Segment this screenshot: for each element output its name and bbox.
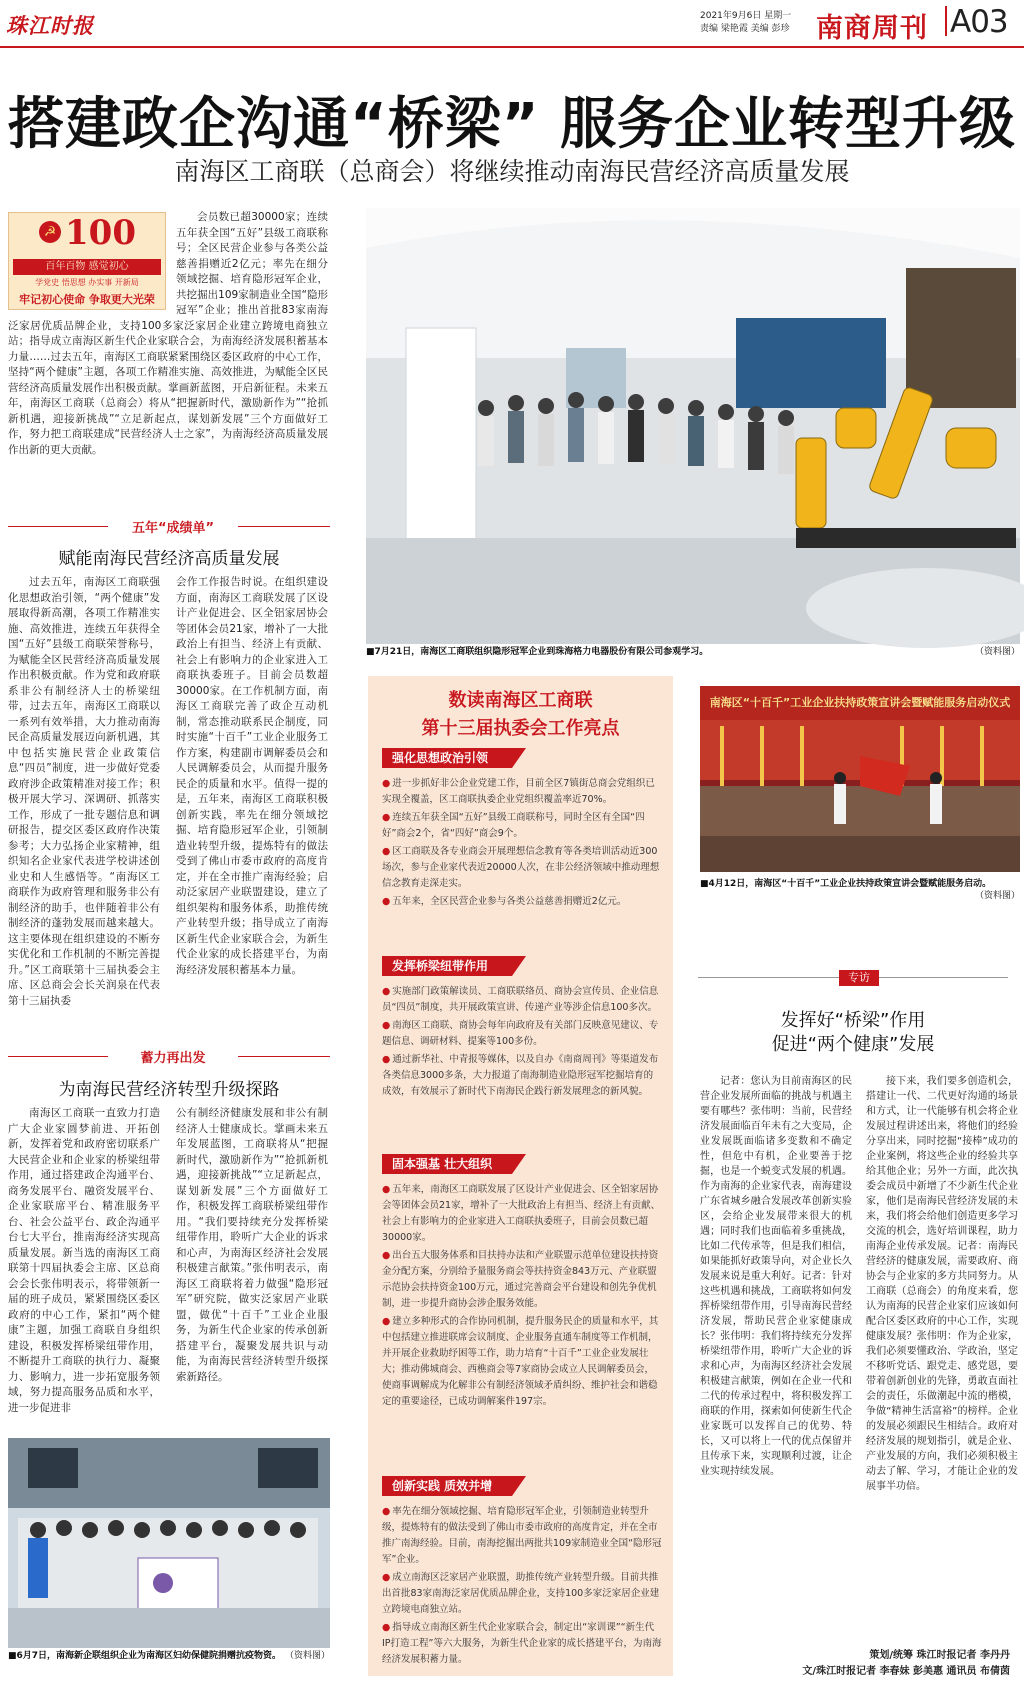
photo1-caption-text: ■7月21日，南海区工商联组织隐形冠军企业到珠海格力电器股份有限公司参观学习。 bbox=[366, 647, 709, 657]
section2-kicker: 蓄力再出发 bbox=[140, 1051, 206, 1066]
photo1-source: （资料图） bbox=[974, 647, 1020, 657]
panel-group-4 bbox=[382, 1504, 662, 1670]
photo-donation-art bbox=[8, 1438, 330, 1648]
section2-text-b: 公有制经济健康发展和非公有制经济人士健康成长。掌画未来五年发展蓝图，工商联将从“把握新时代，激励新作为”“抢抓新机遇，迎接新挑战”“立足新起点，谋划新发展”三个方面做好工作，积极发挥工商联桥梁纽带作用。“我们要持续充分发挥桥梁纽带作用，聆听广大企业的诉求和心声，为南海区经济社会发展积极建言献策。”张伟明表示，南海区工商联将着力做强“隐形冠军”研究院，做实泛家居产业联盟，做优“十百千”工业企业服务，为新生代企业家的传承创新搭建平台，凝聚发展共识与动能，为南海民营经济转型升级探索新路径。 bbox=[176, 1107, 328, 1383]
section2-rule-left bbox=[8, 1056, 108, 1057]
photo-exhibition-visit-art bbox=[366, 208, 1020, 644]
masthead-rule bbox=[0, 46, 1024, 48]
list-item: ● 指导成立南海区新生代企业家联合会，制定出“家训课”“新生代IP打造工程”等六大服务，为新生代企业家的成长搭建平台，为南海经济发展积蓄力量。 bbox=[382, 1620, 662, 1668]
panel-tag-3: 固本强基 壮大组织 bbox=[382, 1154, 512, 1174]
panel-group-1 bbox=[382, 776, 662, 912]
photo2-source: （资料图） bbox=[284, 1651, 330, 1661]
photo-exhibition-visit bbox=[366, 208, 1020, 644]
section1-kicker: 五年“成绩单” bbox=[131, 521, 215, 536]
page-number: A03 bbox=[950, 4, 1008, 40]
photo-launch-ceremony-art bbox=[700, 686, 1020, 872]
date-line: 2021年9月6日 星期一 bbox=[700, 11, 792, 21]
list-item: ● 成立南海区泛家居产业联盟，助推传统产业转型升级。目前共推出首批83家南海泛家居优质品牌企业，支持100多家泛家居企业建立跨境电商独立站。 bbox=[382, 1570, 662, 1618]
credit-line-2: 文/珠江时报记者 李春妹 彭美惠 通讯员 布倩茵 bbox=[802, 1666, 1010, 1677]
section1-text-a: 过去五年，南海区工商联强化思想政治引领，“两个健康”发展取得新高潮，各项工作精准实施、高效推进，连续五年获得全国“五好”县级工商联荣誉称号，为赋能全区民营经济高质量发展作出积极贡献。作为党和政府联系非公有制经济人士的桥梁纽带，过去五年，南海区工商联以一系列有效举措，大力推动南海民企高质量发展迈向新机遇，其中包括实施民营企业政策信息“四员”制度，进一步做好党委政府涉企政策精准对接工作；积极开展大学习、深调研、抓落实工作，形成了一批专题信息和调研报告，提交区委区政府作决策参考；大力弘扬企业家精神，组织知名企业家代表进学校讲述创业史和人生感悟等。“南海区工商联作为政府管理和服务非公有制经济的助手，也伴随着非公有制经济的蓬勃发展而越来越大。这主要体现在组织建设的不断夯实优化和工作机制的不断完善提升。”区工商联第十三届执委会主席、区总商会会长关润泉在代表第十三届执委 bbox=[8, 576, 160, 1007]
photo-donation bbox=[8, 1438, 330, 1648]
highlights-panel bbox=[368, 676, 673, 1676]
photo2-caption bbox=[8, 1650, 330, 1662]
panel-group-2 bbox=[382, 984, 662, 1102]
section1-rule-right bbox=[238, 526, 330, 527]
subheadline: 南海区工商联（总商会）将继续推动南海民营经济高质量发展 bbox=[174, 157, 850, 186]
centenary-slogan-1: 百年百物 感觉初心 bbox=[13, 259, 161, 275]
photo2-caption-text: ■6月7日，南海新企联组织企业为南海区妇幼保健院捐赠抗疫物资。 bbox=[8, 1651, 282, 1661]
panel-tag-2: 发挥桥梁纽带作用 bbox=[382, 956, 512, 976]
special-title-line1: 发挥好“桥梁”作用 bbox=[780, 1010, 926, 1031]
section2-rule-right bbox=[238, 1056, 330, 1057]
headline: 搭建政企沟通“桥梁” 服务企业转型升级 bbox=[7, 92, 1017, 157]
panel-title-line1: 数读南海区工商联 bbox=[448, 690, 593, 711]
special-text-a: 记者：您认为目前南海区的民营企业发展所面临的挑战与机遇主要有哪些？张伟明：当前，民营经济发展面临百年未有之大变局，企业发展既面临诸多变数和不确定性，但危中有机，企业要善于挖掘，也是一个蜕变式发展的机遇。作为南海的企业家代表，南海建设广东省城乡融合发展改革创新实验区，会给企业发展带来很大的机遇；同时我们也面临着多重挑战，比如二代传承等，但是我们相信，如果能抓好政策导向，对企业长久发展来说是重大利好。记者：针对这些机遇和挑战，工商联将如何发挥桥梁纽带作用，引导南海民营经济发展，帮助民营企业家健康成长？张伟明：我们将持续充分发挥桥梁纽带作用，聆听广大企业的诉求和心声，为南海区经济社会发展积极建言献策，例如在企业一代和二代的传承过程中，将积极发挥工商联的作用，探索如何使新生代企业家既可以发挥自己的优势、特长，又可以将上一代的优点保留并且传承下来，实现顺利过渡，让企业实现持续发展。 bbox=[700, 1076, 852, 1477]
list-item: ● 实施部门政策解读员、工商联联络员、商协会宣传员、企业信息员“四员”制度，共开展政策宣讲、传递产业等涉企信息100多次。 bbox=[382, 984, 662, 1016]
photo3-caption-text: ■4月12日，南海区“十百千”工业企业扶持政策宣讲会暨赋能服务启动。 bbox=[700, 879, 992, 889]
section1-rule-left bbox=[8, 526, 108, 527]
list-item: ● 出台五大服务体系和目扶持办法和产业联盟示范单位建设扶持资金分配方案，分别给予量服务商会等扶持资金843万元、产业联盟示范协会扶持资金100万元，通过完善商会平台建设和创先争优机制，进一步提升商协会涉企服务效能。 bbox=[382, 1248, 662, 1312]
section1-title: 赋能南海民营经济高质量发展 bbox=[58, 549, 280, 569]
credit-line-1: 策划/统筹 珠江时报记者 李丹丹 bbox=[869, 1650, 1010, 1661]
panel-group-3 bbox=[382, 1182, 662, 1412]
section2-title: 为南海民营经济转型升级探路 bbox=[58, 1080, 280, 1100]
date-block bbox=[700, 10, 810, 36]
list-item: ● 区工商联及各专业商会开展理想信念教育等各类培训活动近300场次，参与企业家代表近20000人次，在非公经济领域中推动理想信念教育走深走实。 bbox=[382, 844, 662, 892]
centenary-number: 100 bbox=[65, 213, 136, 253]
section-brand: 南商周刊 bbox=[816, 13, 928, 44]
list-item: ● 通过新华社、中青报等媒体，以及自办《南商周刊》等渠道发布各类信息3000多条，大力报道了南海制造业隐形冠军挖掘培育的成效，有效展示了新时代下南海民企践行新发展理念的新风貌。 bbox=[382, 1052, 662, 1100]
list-item: ● 五年来，南海区工商联发展了区设计产业促进会、区全铝家居协会等团体会员21家，增补了一大批政治上有担当、经济上有贡献、社会上有影响力的企业家进入工商联执委班子，目前会员数已超30000家。 bbox=[382, 1182, 662, 1246]
list-item: ● 南海区工商联、商协会每年向政府及有关部门反映意见建议、专题信息、调研材料、提案等100多份。 bbox=[382, 1018, 662, 1050]
brand-divider bbox=[945, 6, 947, 36]
paper-logo: 珠江时报 bbox=[6, 13, 94, 38]
special-text-b: 接下来，我们要多创造机会，搭建让一代、二代更好沟通的场景和方式，让一代能够有机会将企业发展过程讲述出来，将他们的经验分享出来，同时挖掘“接棒”成功的企业案例，将这些企业的经验共享给其他企业；另外一方面，此次执委会成员中新增了不少新生代企业家，他们是南海民营经济发展的未来，我们将会给他们创造更多学习交流的机会，选好培训课程，助力南海企业传承发展。记者：南海民营经济的健康发展，需要政府、商协会与企业家的多方共同努力。从工商联（总商会）的角度来看，您认为南海的民营企业家们应该如何配合区委区政府的中心工作，实现健康发展？张伟明：作为企业家，我们必须要懂政治、学政治，坚定不移听党话、跟党走、感党恩，要带着创新创业的先锋，勇敢直面社会的责任，乐做潮起中流的楷模，争做“精神生活富裕”的榜样。企业的发展必须跟民生相结合。政府对经济发展的规划指引，就是企业、产业发展的方向，我们必须积极主动去了解、学习，才能让企业的发展事半功倍。 bbox=[866, 1076, 1018, 1492]
special-tag: 专访 bbox=[839, 970, 879, 986]
list-item: ● 五年来，全区民营企业参与各类公益慈善捐赠近2亿元。 bbox=[382, 894, 662, 910]
intro-text bbox=[8, 210, 328, 490]
masthead bbox=[0, 0, 1024, 48]
photo3-banner: 南海区“十百千”工业企业扶持政策宣讲会暨赋能服务启动仪式 bbox=[709, 696, 1011, 709]
party-emblem-icon: ☭ bbox=[39, 221, 61, 243]
panel-tag-1: 强化思想政治引领 bbox=[382, 748, 512, 768]
section2-text-a: 南海区工商联一直致力打造广大企业家圆梦前进、开拓创新，发挥着党和政府密切联系广大民营企业和企业家的桥梁纽带作用，通过搭建政企沟通平台、商务发展平台、融资发展平台、企业家联席平台、精准服务平台、社会公益平台、政企沟通平台七大平台，推南海经济实现高质量发展。新当选的南海区工商联第十四届执委会主席、区总商会会长张伟明表示，将带领新一届的班子成员，紧紧围绕区委区政府的中心工作，紧扣“两个健康”主题，加强工商联自身组织建设，积极发挥桥梁纽带作用，不断提升工商联的执行力、凝聚力、影响力，进一步拓宽服务领域，努力提高服务品质和水平，进一步促进非 bbox=[8, 1107, 160, 1414]
centenary-slogan-3: 牢记初心使命 争取更大光荣 bbox=[19, 293, 155, 306]
list-item: ● 进一步抓好非公企业党建工作，目前全区7镇街总商会党组织已实现全覆盖，区工商联执委企业党组织覆盖率近70%。 bbox=[382, 776, 662, 808]
photo-launch-ceremony bbox=[700, 686, 1020, 872]
photo3-caption bbox=[700, 878, 1020, 902]
special-title-line2: 促进“两个健康”发展 bbox=[771, 1034, 935, 1055]
list-item: ● 率先在细分领域挖掘、培育隐形冠军企业，引领制造业转型升级，提炼特有的做法受到了佛山市委市政府的高度肯定，并在全市推广南海经验。目前，南海挖掘出两批共109家制造业全国“隐形冠军”企业。 bbox=[382, 1504, 662, 1568]
photo3-source: （资料图） bbox=[974, 891, 1020, 901]
centenary-slogan-2: 学党史 悟思想 办实事 开新局 bbox=[35, 278, 139, 287]
list-item: ● 建立多种形式的合作协同机制，提升服务民企的质量和水平，其中包括建立推进联席会议制度、企业服务直通车制度等工作机制，并开展企业救助纾困等工作，助力培育“十百千”工业企业发展壮大；推动佛城商会、西樵商会等7家商协会成立人民调解委员会，使商事调解成为化解非公有制经济领域矛盾纠纷、维护社会和谐稳定的重要途径，已成功调解案件197宗。 bbox=[382, 1314, 662, 1410]
list-item: ● 连续五年获全国“五好”县级工商联称号，同时全区有全国“四好”商会2个，省“四好”商会9个。 bbox=[382, 810, 662, 842]
panel-title-line2: 第十三届执委会工作亮点 bbox=[421, 718, 620, 739]
logo-float-spacer bbox=[8, 210, 176, 318]
intro-paragraph: 会员数已超30000家；连续五年获全国“五好”县级工商联称号；全区民营企业参与各类公益慈善捐赠近2亿元；率先在细分领域挖掘、培育隐形冠军企业，共挖掘出109家制造业全国“隐形冠军”企业；推出首批83家南海泛家居优质品牌企业，支持100多家泛家居企业建立跨境电商独立站；指导成立南海区新生代企业家联合会，为南海经济发展积蓄基本力量……过去五年，南海区工商联紧紧围绕区委区政府的中心工作，坚持“两个健康”主题，各项工作精准实施、高效推进，为赋能全区民营经济高质量发展作出积极贡献。掌画新蓝图，开启新征程。未来五年，南海区工商联（总商会）将从“把握新时代，激励新作为”“抢抓新机遇，迎接新挑战”“立足新起点，谋划新发展”三个方面做好工作，努力把工商联建成“民营经济人士之家”，为南海经济高质量发展作出新的更大贡献。 bbox=[8, 211, 328, 456]
photo1-caption bbox=[366, 646, 1020, 658]
editors-line: 责编 梁艳霞 美编 彭珍 bbox=[700, 24, 790, 34]
section1-text-b: 会作工作报告时说。在组织建设方面，南海区工商联发展了区设计产业促进会、区全铝家居协会等团体会员21家，增补了一大批政治上有担当、经济上有贡献、社会上有影响力的企业家进入工商联执委班子。目前会员数超30000家。在工作机制方面，南海区工商联完善了政企互动机制，常态推动联系民企制度，同时实施“十百千”工业企业服务工作方案，构建副市调解委员会和人民调解委员会，从而提升服务民企的质量和水平。值得一提的是，五年来，南海区工商联积极创新实践，率先在细分领域挖掘、培育隐形冠军企业，引领制造业转型升级，提炼特有的做法受到了佛山市委市政府的高度肯定，并在全市推广南海经验；启动泛家居产业联盟建设，建立了组织架构和服务体系，助推传统产业转型升级；指导成立了南海区新生代企业家联合会，为新生代企业家的成长搭建平台，为南海经济发展积蓄基本力量。 bbox=[176, 576, 328, 976]
panel-tag-4: 创新实践 质效并增 bbox=[382, 1476, 512, 1496]
